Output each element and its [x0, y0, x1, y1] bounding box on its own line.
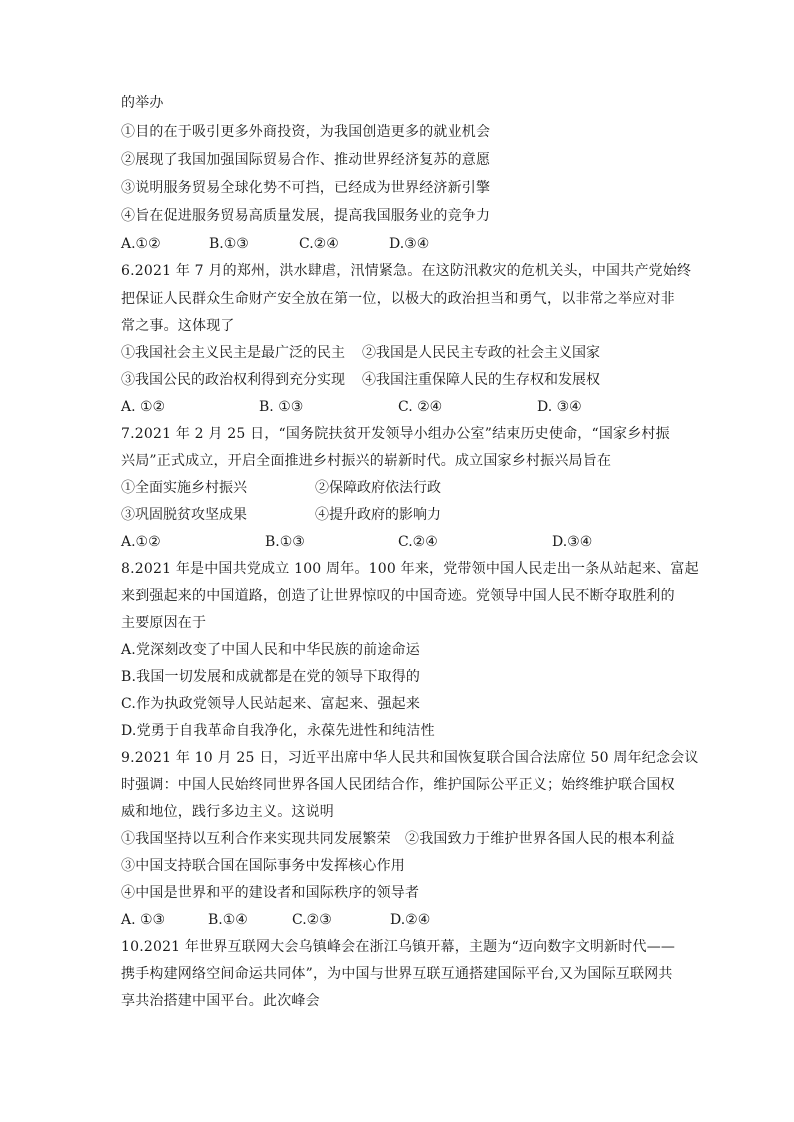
- q7-option-a: A.①②: [121, 534, 161, 550]
- q8-option-d: D.党勇于自我革命自我净化，永葆先进性和纯洁性: [121, 723, 435, 739]
- q5-item-3: ③说明服务贸易全球化势不可挡，已经成为世界经济新引擎: [121, 180, 491, 196]
- q9-stem-line-1: 9.2021 年 10 月 25 日，习近平出席中华人民共和国恢复联合国合法席位 50 周年纪念会议: [121, 750, 699, 766]
- q10-stem-line-3: 享共治搭建中国平台。此次峰会: [121, 993, 320, 1009]
- q7-item-1: ①全面实施乡村振兴: [121, 480, 247, 496]
- q6-item-3: ③我国公民的政治权利得到充分实现: [121, 372, 345, 388]
- q8-stem-line-1: 8.2021 年是中国共党成立 100 周年。100 年来，党带领中国人民走出一条从站起来、富起: [121, 561, 699, 577]
- q5-stem-tail: 的举办: [121, 95, 164, 111]
- q9-option-d: D.②④: [390, 912, 431, 928]
- q9-option-b: B.①④: [208, 912, 248, 928]
- q9-option-a: A. ①③: [121, 912, 166, 928]
- q5-option-b: B.①③: [209, 236, 249, 252]
- q9-option-c: C.②③: [292, 912, 332, 928]
- q6-option-d: D. ③④: [537, 399, 582, 415]
- q7-option-d: D.③④: [552, 534, 593, 550]
- q7-item-2: ②保障政府依法行政: [315, 480, 441, 496]
- q7-item-4: ④提升政府的影响力: [315, 507, 441, 523]
- q5-item-1: ①目的在于吸引更多外商投资，为我国创造更多的就业机会: [121, 124, 491, 140]
- q10-stem-line-2: 携手构建网络空间命运共同体”，为中国与世界互联互通搭建国际平台,又为国际互联网共: [121, 966, 673, 982]
- q6-stem-line-1: 6.2021 年 7 月的郑州，洪水肆虐，汛情紧急。在这防汛救灾的危机关头，中国共产党始终: [121, 263, 692, 279]
- q6-stem-line-3: 常之事。这体现了: [121, 318, 235, 334]
- q9-stem-line-2: 时强调：中国人民始终同世界各国人民团结合作，维护国际公平正义；始终维护联合国权: [121, 777, 675, 793]
- q9-item-1-2: ①我国坚持以互利合作来实现共同发展繁荣 ②我国致力于维护世界各国人民的根本利益: [121, 831, 675, 847]
- q9-item-4: ④中国是世界和平的建设者和国际秩序的领导者: [121, 885, 420, 901]
- q6-stem-line-2: 把保证人民群众生命财产安全放在第一位，以极大的政治担当和勇气，以非常之举应对非: [121, 291, 675, 307]
- q5-option-a: A.①②: [121, 236, 161, 252]
- q5-option-c: C.②④: [299, 236, 339, 252]
- q8-option-a: A.党深刻改变了中国人民和中华民族的前途命运: [121, 642, 420, 658]
- q6-item-4: ④我国注重保障人民的生存权和发展权: [362, 372, 600, 388]
- q8-option-c: C.作为执政党领导人民站起来、富起来、强起来: [121, 696, 421, 712]
- q6-item-1: ①我国社会主义民主是最广泛的民主: [121, 345, 345, 361]
- q5-item-2: ②展现了我国加强国际贸易合作、推动世界经济复苏的意愿: [121, 152, 491, 168]
- q7-option-b: B.①③: [265, 534, 305, 550]
- q7-option-c: C.②④: [398, 534, 438, 550]
- q10-stem-line-1: 10.2021 年世界互联网大会乌镇峰会在浙江乌镇开幕，主题为“迈向数字文明新时代——: [121, 939, 676, 955]
- q5-item-4: ④旨在促进服务贸易高质量发展，提高我国服务业的竞争力: [121, 208, 491, 224]
- q7-stem-line-1: 7.2021 年 2 月 25 日，“国务院扶贫开发领导小组办公室”结束历史使命，“国家乡村振: [121, 426, 670, 442]
- q6-option-b: B. ①③: [259, 399, 304, 415]
- q6-item-2: ②我国是人民民主专政的社会主义国家: [362, 345, 600, 361]
- q8-stem-line-3: 主要原因在于: [121, 615, 207, 631]
- q5-option-d: D.③④: [389, 236, 430, 252]
- q7-stem-line-2: 兴局”正式成立，开启全面推进乡村振兴的崭新时代。成立国家乡村振兴局旨在: [121, 453, 612, 469]
- q6-option-c: C. ②④: [398, 399, 443, 415]
- q6-option-a: A. ①②: [121, 399, 166, 415]
- q8-option-b: B.我国一切发展和成就都是在党的领导下取得的: [121, 669, 421, 685]
- q9-item-3: ③中国支持联合国在国际事务中发挥核心作用: [121, 858, 405, 874]
- q8-stem-line-2: 来到强起来的中国道路，创造了让世界惊叹的中国奇迹。党领导中国人民不断夺取胜利的: [121, 588, 675, 604]
- q7-item-3: ③巩固脱贫攻坚成果: [121, 507, 247, 523]
- q9-stem-line-3: 威和地位，践行多边主义。这说明: [121, 804, 334, 820]
